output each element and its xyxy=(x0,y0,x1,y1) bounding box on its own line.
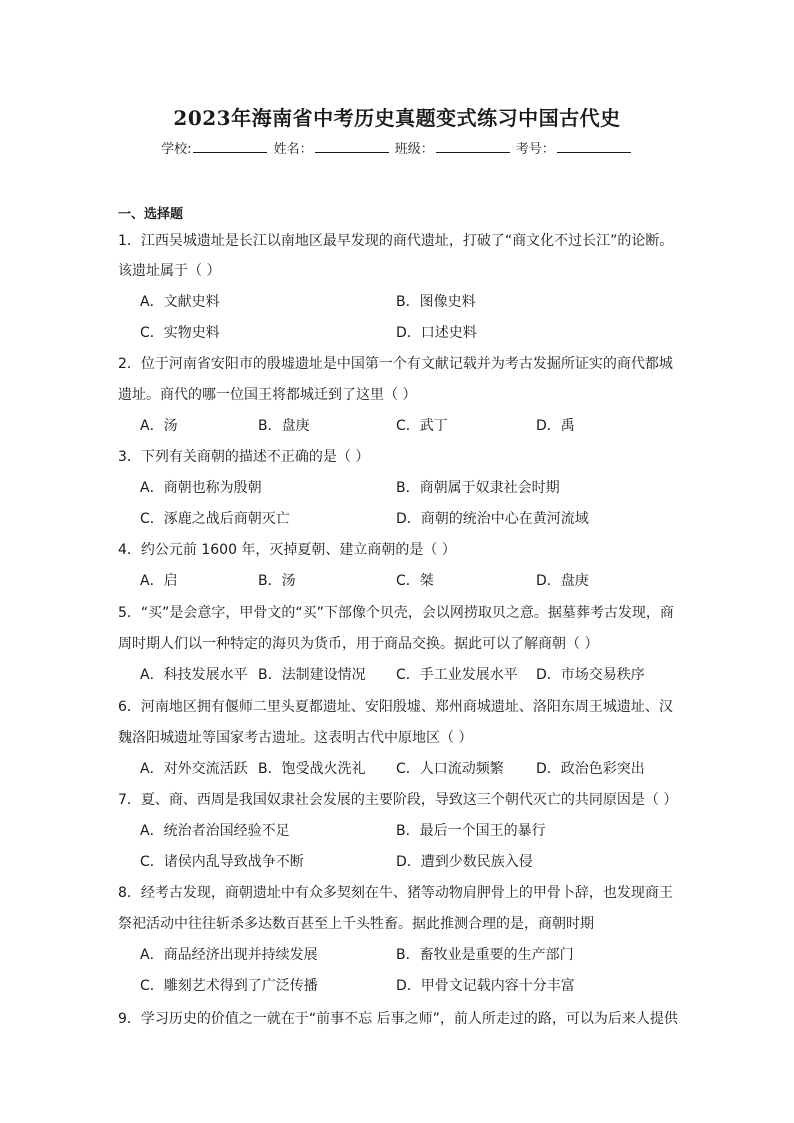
question-5-line-1: 5．“买”是会意字，甲骨文的“买”下部像个贝壳，会以网捞取贝之意。据墓葬考古发现，商 xyxy=(118,605,674,621)
question-7-option-b: B．最后一个国王的暴行 xyxy=(396,823,546,839)
class-label: 班级： xyxy=(394,142,434,157)
question-8-option-d: D．甲骨文记载内容十分丰富 xyxy=(396,978,575,994)
question-7-option-c: C．诸侯内乱导致战争不断 xyxy=(140,854,304,870)
question-1-option-d: D．口述史料 xyxy=(396,325,477,341)
question-3-line-1: 3．下列有关商朝的描述不正确的是（ ） xyxy=(118,449,370,465)
question-4-option-c: C．桀 xyxy=(396,573,434,589)
question-6-line-2: 魏洛阳城遗址等国家考古遗址。这表明古代中原地区（ ） xyxy=(118,730,473,746)
question-4-line-1: 4．约公元前 1600 年，灭掉夏朝、建立商朝的是（ ） xyxy=(118,542,456,558)
question-5-line-2: 周时期人们以一种特定的海贝为货币，用于商品交换。据此可以了解商朝（ ） xyxy=(118,636,599,652)
school-label: 学校: xyxy=(161,142,192,157)
section-heading: 一、选择题 xyxy=(118,207,184,222)
question-7-line-1: 7．夏、商、西周是我国奴隶社会发展的主要阶段，导致这三个朝代灭亡的共同原因是（ ） xyxy=(118,792,678,808)
question-1-option-a: A．文献史料 xyxy=(140,294,220,310)
question-3-option-b: B．商朝属于奴隶社会时期 xyxy=(396,480,560,496)
question-7-option-a: A．统治者治国经验不足 xyxy=(140,823,290,839)
question-1-option-b: B．图像史料 xyxy=(396,294,476,310)
question-1-option-c: C．实物史料 xyxy=(140,325,220,341)
question-6-option-d: D．政治色彩突出 xyxy=(536,761,645,777)
question-3-option-d: D．商朝的统治中心在黄河流域 xyxy=(396,511,589,527)
question-5-option-c: C．手工业发展水平 xyxy=(396,667,518,683)
name-blank xyxy=(315,140,389,153)
question-2-line-2: 遗址。商代的哪一位国王将都城迁到了这里（ ） xyxy=(118,387,417,403)
question-8-line-1: 8．经考古发现，商朝遗址中有众多契刻在牛、猪等动物肩胛骨上的甲骨卜辞，也发现商王 xyxy=(118,885,673,901)
question-3-option-a: A．商朝也称为殷朝 xyxy=(140,480,262,496)
question-2-option-a: A．汤 xyxy=(140,418,178,434)
question-1-line-2: 该遗址属于（ ） xyxy=(118,263,221,279)
question-5-option-a: A．科技发展水平 xyxy=(140,667,248,683)
question-4-option-d: D．盘庚 xyxy=(536,573,589,589)
question-2-option-b: B．盘庚 xyxy=(258,418,310,434)
question-4-option-a: A．启 xyxy=(140,573,178,589)
question-6-option-b: B．饱受战火洗礼 xyxy=(258,761,366,777)
question-5-option-d: D．市场交易秩序 xyxy=(536,667,645,683)
question-2-line-1: 2．位于河南省安阳市的殷墟遗址是中国第一个有文献记载并为考古发掘所证实的商代都城 xyxy=(118,356,673,372)
question-2-option-d: D．禹 xyxy=(536,418,575,434)
question-1-line-1: 1．江西吴城遗址是长江以南地区最早发现的商代遗址，打破了“商文化不过长江”的论断。 xyxy=(118,233,674,249)
question-6-option-a: A．对外交流活跃 xyxy=(140,761,248,777)
class-blank xyxy=(436,140,510,153)
question-8-option-b: B．畜牧业是重要的生产部门 xyxy=(396,947,574,963)
question-6-line-1: 6．河南地区拥有偃师二里头夏都遗址、安阳殷墟、郑州商城遗址、洛阳东周王城遗址、汉 xyxy=(118,699,673,715)
question-9-line-1: 9．学习历史的价值之一就在于“前事不忘 后事之师”，前人所走过的路，可以为后来人提供 xyxy=(118,1011,678,1027)
school-blank xyxy=(193,140,267,153)
question-8-option-c: C．雕刻艺术得到了广泛传播 xyxy=(140,978,318,994)
student-info-line xyxy=(0,138,794,157)
question-8-line-2: 祭祀活动中往往斩杀多达数百甚至上千头牲畜。据此推测合理的是，商朝时期 xyxy=(118,916,594,932)
question-8-option-a: A．商品经济出现并持续发展 xyxy=(140,947,318,963)
exam-number-blank xyxy=(557,140,631,153)
question-7-option-d: D．遭到少数民族入侵 xyxy=(396,854,533,870)
question-4-option-b: B．汤 xyxy=(258,573,296,589)
page-title: 2023年海南省中考历史真题变式练习中国古代史 xyxy=(173,106,621,130)
name-label: 姓名： xyxy=(273,142,313,157)
question-3-option-c: C．涿鹿之战后商朝灭亡 xyxy=(140,511,290,527)
question-5-option-b: B．法制建设情况 xyxy=(258,667,366,683)
question-2-option-c: C．武丁 xyxy=(396,418,448,434)
question-6-option-c: C．人口流动频繁 xyxy=(396,761,504,777)
exam-number-label: 考号： xyxy=(515,142,555,157)
